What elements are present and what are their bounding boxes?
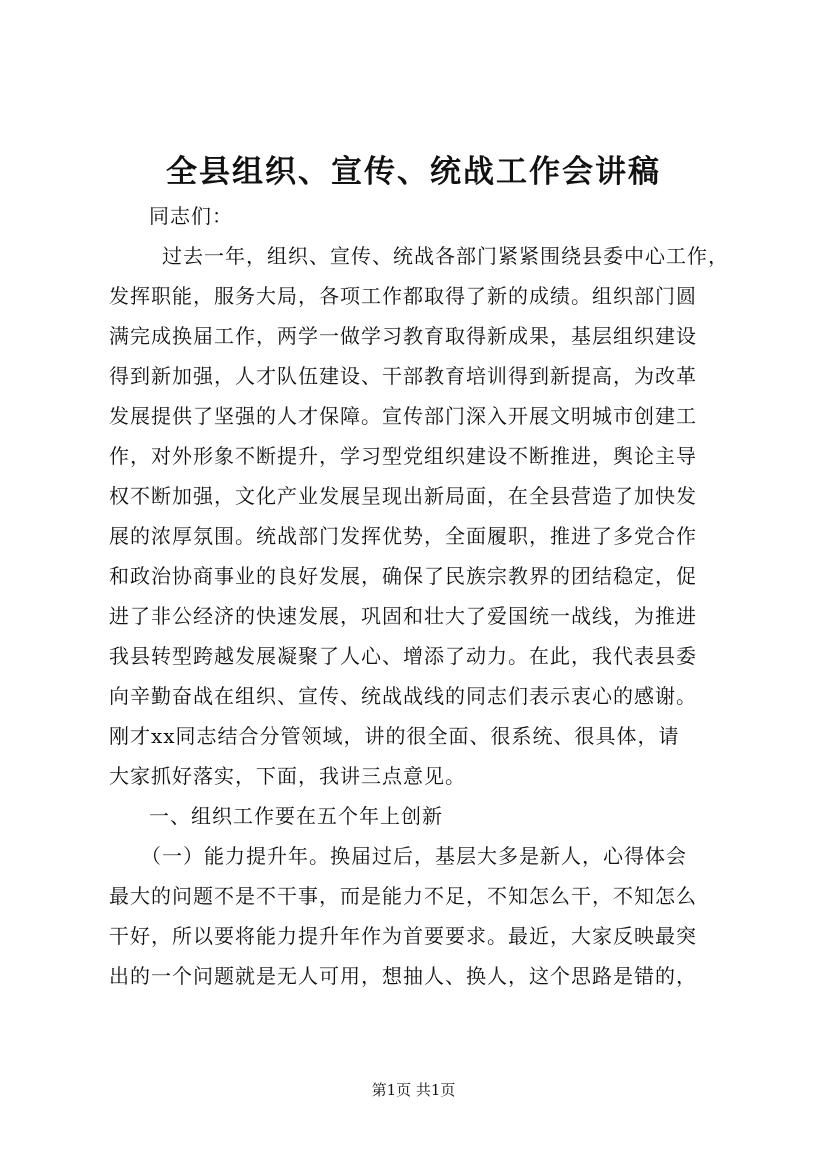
paragraph-line: 和政治协商事业的良好发展，确保了民族宗教界的团结稳定，促 bbox=[109, 564, 697, 588]
page-footer: 第1页 共1页 bbox=[371, 1081, 456, 1099]
paragraph-line: 大家抓好落实，下面，我讲三点意见。 bbox=[109, 764, 466, 788]
paragraph-line: 过去一年，组织、宣传、统战各部门紧紧围绕县委中心工作， bbox=[162, 244, 729, 268]
paragraph-line: 向辛勤奋战在组织、宣传、统战战线的同志们表示衷心的感谢。 bbox=[109, 684, 697, 708]
document-title: 全县组织、宣传、统战工作会讲稿 bbox=[166, 154, 661, 190]
section-heading: 一、组织工作要在五个年上创新 bbox=[149, 804, 443, 828]
paragraph-line: 最大的问题不是不干事，而是能力不足，不知怎么干，不知怎么 bbox=[109, 884, 697, 908]
paragraph-line: 满完成换届工作，两学一做学习教育取得新成果，基层组织建设 bbox=[109, 324, 697, 348]
document-body bbox=[109, 196, 739, 996]
paragraph-line: 作，对外形象不断提升，学习型党组织建设不断推进，舆论主导 bbox=[109, 444, 697, 468]
paragraph-line: 展的浓厚氛围。统战部门发挥优势，全面履职，推进了多党合作 bbox=[109, 524, 697, 548]
paragraph-line: 发展提供了坚强的人才保障。宣传部门深入开展文明城市创建工 bbox=[109, 404, 697, 428]
paragraph-line: 干好，所以要将能力提升年作为首要要求。最近，大家反映最突 bbox=[109, 924, 697, 948]
paragraph-line: 得到新加强，人才队伍建设、干部教育培训得到新提高，为改革 bbox=[109, 364, 697, 388]
paragraph-line: 出的一个问题就是无人可用，想抽人、换人，这个思路是错的， bbox=[109, 964, 697, 988]
paragraph-line: 进了非公经济的快速发展，巩固和壮大了爱国统一战线，为推进 bbox=[109, 604, 697, 628]
salutation-line: 同志们： bbox=[149, 204, 233, 228]
paragraph-line: 我县转型跨越发展凝聚了人心、增添了动力。在此，我代表县委 bbox=[109, 644, 697, 668]
paragraph-line: 权不断加强，文化产业发展呈现出新局面，在全县营造了加快发 bbox=[109, 484, 697, 508]
paragraph-line: 发挥职能，服务大局，各项工作都取得了新的成绩。组织部门圆 bbox=[109, 284, 697, 308]
subsection-line: （一）能力提升年。换届过后，基层大多是新人，心得体会 bbox=[141, 844, 687, 868]
paragraph-line: 刚才xx同志结合分管领域，讲的很全面、很系统、很具体，请 bbox=[109, 724, 680, 748]
